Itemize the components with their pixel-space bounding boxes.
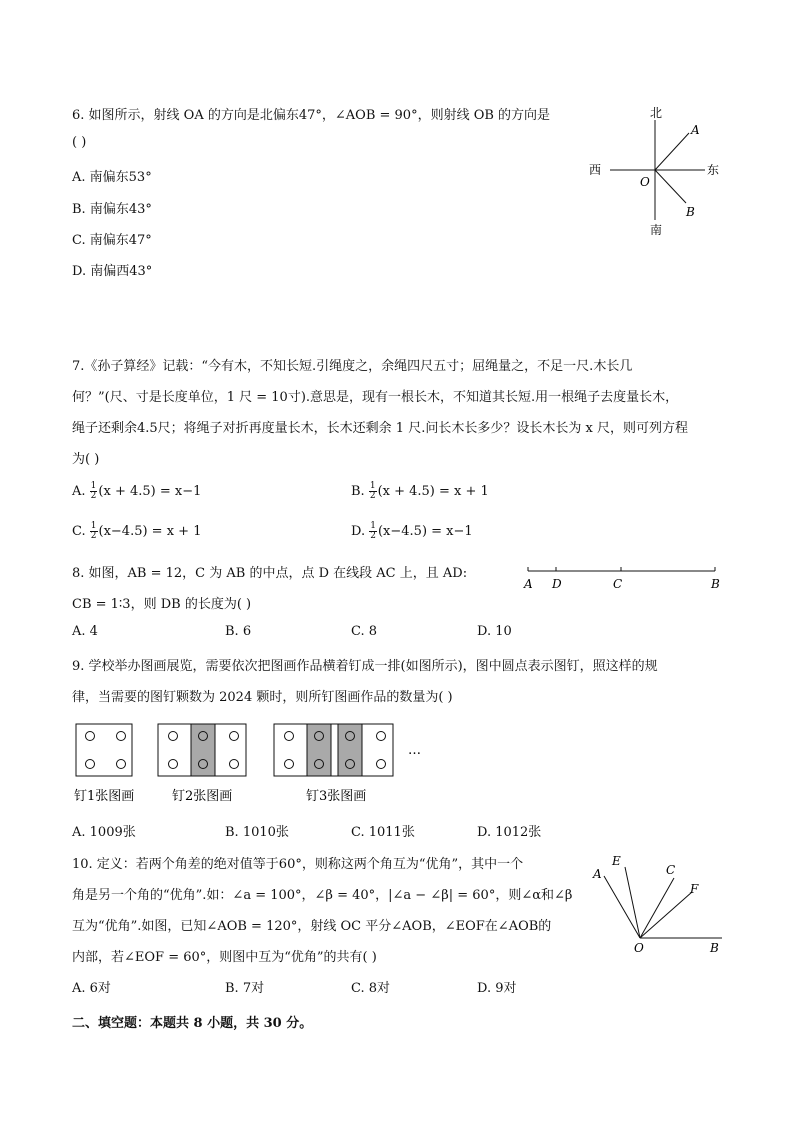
label-o: O (634, 941, 644, 955)
label-south: 南 (650, 223, 663, 237)
label-a: A (524, 577, 533, 591)
q7-line4: 为( ) (72, 452, 100, 467)
label-e: E (612, 854, 621, 868)
caption-2: 钉2张图画 (172, 789, 233, 804)
q8-option-b: B. 6 (225, 624, 252, 639)
label-c: C (666, 863, 676, 877)
q7-option-c: C. $\frac{1}{2}$ (x−4.5) = x + 1 (72, 521, 202, 541)
q9-option-c: C. 1011张 (351, 825, 415, 840)
ray-oe (625, 867, 640, 938)
q10-line4: 内部，若∠EOF = 60°，则图中互为“优角”的共有( ) (72, 950, 377, 965)
q10-line1: 10. 定义：若两个角差的绝对值等于60°，则称这两个角互为“优角”，其中一个 (72, 857, 524, 872)
q9-line2: 律，当需要的图钉颗数为 2024 颗时，则所钉图画作品的数量为( ) (72, 690, 453, 705)
fraction-half: $\frac{1}{2}$ (370, 521, 376, 541)
ray-oa (655, 133, 689, 170)
q10-option-b: B. 7对 (225, 981, 265, 996)
q8-line2: CB = 1∶3，则 DB 的长度为( ) (72, 597, 252, 612)
caption-1: 钉1张图画 (74, 789, 135, 804)
ray-ob (655, 170, 686, 203)
label-a: A (691, 123, 700, 137)
label-a: A (593, 867, 602, 881)
q9-option-b: B. 1010张 (225, 825, 289, 840)
label-east: 东 (707, 163, 720, 177)
q6-option-d: D. 南偏西43° (72, 264, 153, 279)
ray-of (640, 892, 692, 938)
caption-3: 钉3张图画 (306, 789, 367, 804)
q7-option-d: D. $\frac{1}{2}$ (x−4.5) = x−1 (351, 521, 473, 541)
q7-option-b: B. $\frac{1}{2}$ (x + 4.5) = x + 1 (351, 481, 489, 501)
q10-option-d: D. 9对 (477, 981, 517, 996)
ellipsis: … (408, 743, 421, 758)
label-c: C (613, 577, 623, 591)
label-f: F (690, 882, 699, 896)
ray-oa (604, 876, 640, 938)
q10-angle-figure (588, 848, 728, 958)
q8-option-d: D. 10 (477, 624, 512, 639)
label-o: O (640, 175, 650, 189)
q8-option-a: A. 4 (72, 624, 98, 639)
q9-line1: 9. 学校举办图画展览，需要依次把图画作品横着钉成一排(如图所示)，图中圆点表示图钉，照这样的规 (72, 659, 658, 674)
q8-segment-figure (515, 558, 730, 594)
label-b: B (710, 941, 719, 955)
q8-line1: 8. 如图，AB = 12，C 为 AB 的中点，点 D 在线段 AC 上，且 AD: (72, 566, 468, 581)
label-b: B (711, 577, 720, 591)
q10-line2: 角是另一个角的“优角”.如：∠a = 100°，∠β = 40°，|∠a − ∠β| = 60°，则∠α和∠β (72, 888, 573, 903)
q10-option-a: A. 6对 (72, 981, 111, 996)
label-b: B (686, 205, 695, 219)
fraction-half: $\frac{1}{2}$ (90, 521, 97, 541)
label-d: D (552, 577, 562, 591)
q8-option-c: C. 8 (351, 624, 378, 639)
q10-option-c: C. 8对 (351, 981, 391, 996)
section-heading: 二、填空题：本题共 8 小题，共 30 分。 (72, 1016, 313, 1031)
q6-option-b: B. 南偏东43° (72, 202, 152, 217)
q6-paren: ( ) (72, 135, 87, 150)
q10-line3: 互为“优角”.如图，已知∠AOB = 120°，射线 OC 平分∠AOB，∠EOF在∠AOB的 (72, 919, 552, 934)
fraction-half: $\frac{1}{2}$ (90, 481, 97, 501)
label-west: 西 (589, 163, 602, 177)
q6-stem: 6. 如图所示，射线 OA 的方向是北偏东47°，∠AOB = 90°，则射线 OB 的方向是 (72, 108, 551, 123)
q6-option-a: A. 南偏东53° (72, 170, 152, 185)
label-north: 北 (650, 106, 663, 120)
q6-option-c: C. 南偏东47° (72, 233, 152, 248)
ray-oc (640, 878, 674, 938)
q9-pins-figure (72, 718, 432, 810)
q7-option-a: A. $\frac{1}{2}$ (x + 4.5) = x−1 (72, 481, 202, 501)
painting-3-frame (274, 724, 393, 776)
q6-compass-figure (585, 102, 725, 242)
q7-line2: 何？”(尺、寸是长度单位，1 尺 = 10寸).意思是，现有一根长木，不知道其长短.用一根绳子去度量长木， (72, 390, 679, 405)
q9-option-d: D. 1012张 (477, 825, 542, 840)
q7-line1: 7.《孙子算经》记载：“今有木，不知长短.引绳度之，余绳四尺五寸；屈绳量之，不足一尺.木长几 (72, 359, 633, 374)
q7-line3: 绳子还剩余4.5尺；将绳子对折再度量长木，长木还剩余 1 尺.问长木长多少？设长木长为 x 尺，则可列方程 (72, 421, 688, 436)
fraction-half: $\frac{1}{2}$ (369, 481, 376, 501)
q9-option-a: A. 1009张 (72, 825, 136, 840)
